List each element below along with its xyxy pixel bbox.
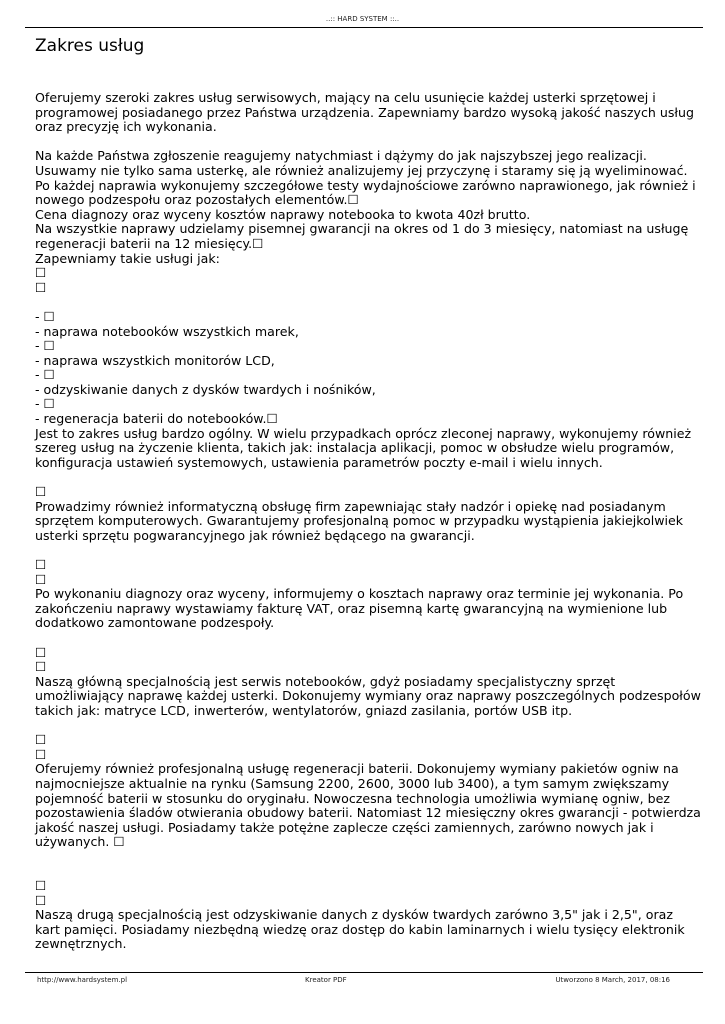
text-line: Cena diagnozy oraz wyceny kosztów naprawy notebooka to kwota 40zł brutto. (35, 206, 531, 222)
text-line: - ☐ (35, 367, 55, 383)
text-line: oraz precyzję ich wykonania. (35, 119, 217, 135)
text-line: - ☐ (35, 338, 55, 354)
text-line: ☐ (35, 279, 47, 295)
text-line: regeneracji baterii na 12 miesięcy.☐ (35, 235, 264, 251)
text-line: ☐ (35, 732, 47, 748)
body-text (35, 90, 701, 952)
text-line: Po każdej naprawia wykonujemy szczegółowe testy wydajnościowe zarówno naprawionego, jak również i (35, 177, 696, 193)
blank-line (35, 864, 695, 879)
text-line: ☐ (35, 892, 47, 908)
text-line: Oferujemy również profesjonalną usługę regeneracji baterii. Dokonujemy wymiany pakietów ogniw na (35, 761, 679, 777)
text-line: zakończeniu naprawy wystawiamy fakturę VAT, oraz pisemną kartę gwarancyjną na wymienione lub (35, 600, 668, 616)
page-title: Zakres usług (35, 36, 145, 56)
text-line: pojemność baterii w stosunku do oryginału. Nowoczesna technologia umożliwia wymianę ogniw, bez (35, 790, 670, 806)
text-line: Na każde Państwa zgłoszenie reagujemy natychmiast i dążymy do jak najszybszej jego realizacji. (35, 148, 647, 164)
header-divider (25, 27, 703, 28)
text-line: używanych. ☐ (35, 834, 125, 850)
text-line: sprzętem komputerowych. Gwarantujemy profesjonalną pomoc w przypadku wystąpienia jakiejkolwiek (35, 513, 684, 529)
text-line: ☐ (35, 644, 47, 660)
text-line: ☐ (35, 571, 47, 587)
text-line: ☐ (35, 659, 47, 675)
text-line: najmocniejsze aktualnie na rynku (Samsung 2200, 2600, 3000 lub 3400), a tym samym zwiększamy (35, 775, 670, 791)
text-line: szereg usług na życzenie klienta, takich jak: instalacja aplikacji, pomoc w obsłudze wielu programów, (35, 440, 675, 456)
blank-line (35, 719, 695, 734)
text-line: nowego podzespołu oraz pozostałych elementów.☐ (35, 192, 359, 208)
text-line: dodatkowo zamontowane podzespoły. (35, 615, 275, 631)
footer-divider (25, 972, 703, 973)
text-line: zewnętrznych. (35, 936, 127, 952)
text-line: ☐ (35, 265, 47, 281)
text-line: - naprawa notebooków wszystkich marek, (35, 323, 299, 339)
text-line: Po wykonaniu diagnozy oraz wyceny, informujemy o kosztach naprawy oraz terminie jej wykonania. Po (35, 586, 684, 602)
text-line: Oferujemy szeroki zakres usług serwisowych, mający na celu usunięcie każdej usterki sprzętowej i (35, 90, 656, 105)
text-line: ☐ (35, 878, 47, 894)
text-line: Usuwamy nie tylko sama usterkę, ale również analizujemy jej przyczynę i staramy się ją wyeliminować. (35, 162, 688, 178)
blank-line (35, 631, 695, 646)
text-line: Jest to zakres usług bardzo ogólny. W wielu przypadkach oprócz zleconej naprawy, wykonujemy również (35, 425, 692, 441)
footer-created: Utworzono 8 March, 2017, 08:16 (555, 976, 670, 984)
text-line: kart pamięci. Posiadamy niezbędną wiedzę oraz dostęp do kabin laminarnych i wielu tysięcy elektronik (35, 921, 685, 937)
text-line: jakość naszej usługi. Posiadamy także potężne zaplecze części zamiennych, zarówno nowych jak i (35, 819, 654, 835)
text-line: - ☐ (35, 308, 55, 324)
text-line: ☐ (35, 484, 47, 500)
page-header: ..:: HARD SYSTEM ::.. (325, 15, 400, 23)
text-line: usterki sprzętu pogwarancyjnego jak również będącego na gwarancji. (35, 527, 475, 543)
text-line: pozostawienia śladów otwierania obudowy baterii. Natomiast 12 miesięczny okres gwarancji - potwierdza (35, 805, 701, 821)
text-line: Prowadzimy również informatyczną obsługę firm zapewniając stały nadzór i opiekę nad posiadanym (35, 498, 666, 514)
text-line: - odzyskiwanie danych z dysków twardych i nośników, (35, 381, 376, 397)
text-line: Naszą główną specjalnością jest serwis notebooków, gdyż posiadamy specjalistyczny sprzęt (35, 673, 616, 689)
blank-line (35, 135, 695, 150)
text-line: ☐ (35, 746, 47, 762)
text-line: programowej posiadanego przez Państwa urządzenia. Zapewniamy bardzo wysoką jakość naszych usług (35, 104, 694, 120)
blank-line (35, 295, 695, 310)
text-line: Zapewniamy takie usługi jak: (35, 250, 220, 266)
blank-line (35, 850, 695, 865)
text-line: - naprawa wszystkich monitorów LCD, (35, 352, 275, 368)
text-line: ☐ (35, 557, 47, 572)
footer-creator: Kreator PDF (305, 976, 347, 984)
text-line: - ☐ (35, 396, 55, 412)
blank-line (35, 470, 695, 485)
text-line: konfiguracja ustawień systemowych, ustawienia parametrów poczty e-mail i wielu innych. (35, 454, 603, 470)
text-line: takich jak: matryce LCD, inwerterów, wentylatorów, gniazd zasilania, portów USB itp. (35, 702, 573, 718)
text-line: Na wszystkie naprawy udzielamy pisemnej gwarancji na okres od 1 do 3 miesięcy, natomiast na usługę (35, 221, 689, 237)
footer-url[interactable]: http://www.hardsystem.pl (37, 976, 128, 984)
text-line: umożliwiający naprawę każdej usterki. Dokonujemy wymiany oraz naprawy poszczególnych podzespołów (35, 688, 701, 704)
text-line: Naszą drugą specjalnością jest odzyskiwanie danych z dysków twardych zarówno 3,5" jak i 2,5", oraz (35, 907, 673, 923)
blank-line (35, 543, 695, 558)
text-line: - regeneracja baterii do notebooków.☐ (35, 411, 278, 427)
